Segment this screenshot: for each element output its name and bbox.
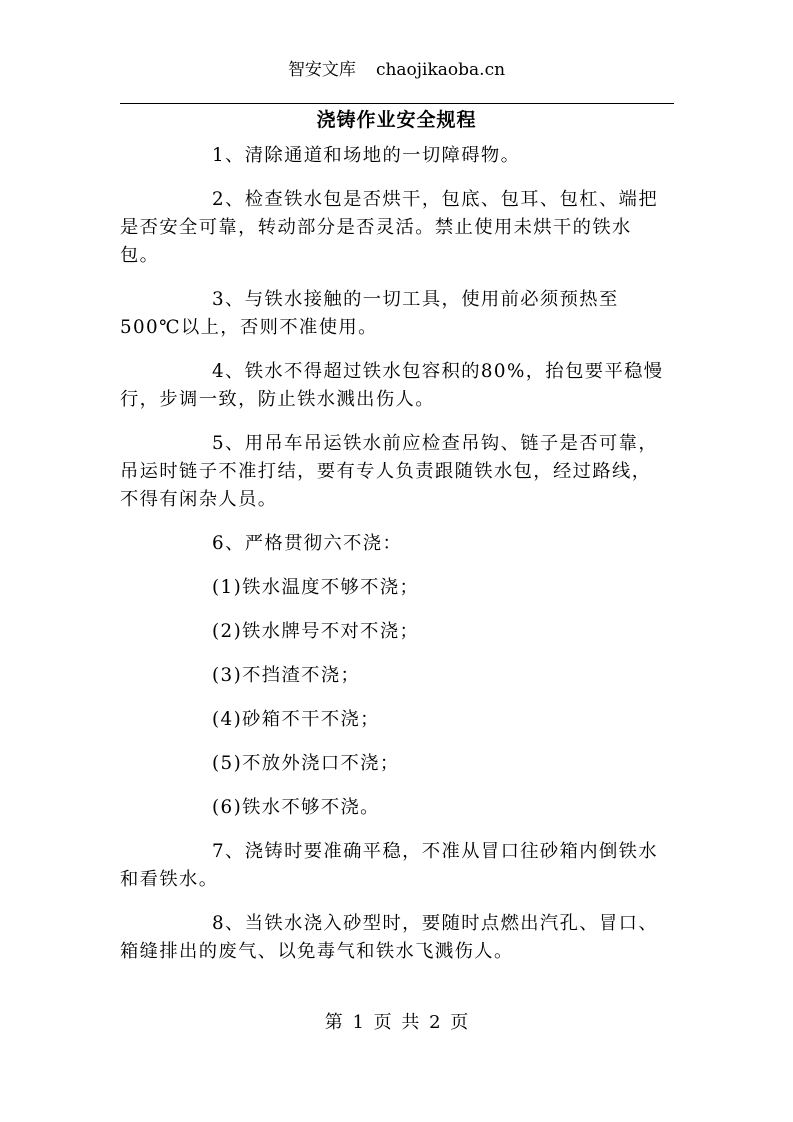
paragraph-7: 7、浇铸时要准确平稳，不准从冒口往砂箱内倒铁水和看铁水。 xyxy=(120,841,659,890)
paragraph-1: 1、清除通道和场地的一切障碍物。 xyxy=(212,145,521,166)
document-body xyxy=(120,142,664,982)
list-item-4: (4)砂箱不干不浇； xyxy=(212,709,380,730)
list-item-1: (1)铁水温度不够不浇； xyxy=(212,577,420,598)
document-title: 浇铸作业安全规程 xyxy=(316,109,477,131)
list-item-3: (3)不挡渣不浇； xyxy=(212,665,361,686)
paragraph-8: 8、当铁水浇入砂型时，要随时点燃出汽孔、冒口、箱缝排出的废气、以免毒气和铁水飞溅伤人。 xyxy=(120,913,659,962)
site-url: chaojikaoba.cn xyxy=(375,60,506,80)
page-header xyxy=(0,58,793,82)
list-item-5: (5)不放外浇口不浇； xyxy=(212,753,400,774)
paragraph-6: 6、严格贯彻六不浇： xyxy=(212,533,403,554)
paragraph-3: 3、与铁水接触的一切工具，使用前必须预热至500℃以上，否则不准使用。 xyxy=(120,289,619,338)
paragraph-2: 2、检查铁水包是否烘干，包底、包耳、包杠、端把是否安全可靠，转动部分是否灵活。禁止使用未烘干的铁水包。 xyxy=(120,189,659,266)
site-name: 智安文库 xyxy=(287,60,356,80)
list-item-6: (6)铁水不够不浇。 xyxy=(212,797,380,818)
page-number: 第 1 页 共 2 页 xyxy=(324,1012,469,1033)
list-item-2: (2)铁水牌号不对不浇； xyxy=(212,621,420,642)
paragraph-4: 4、铁水不得超过铁水包容积的80%，抬包要平稳慢行，步调一致，防止铁水溅出伤人。 xyxy=(120,361,664,410)
header-divider xyxy=(120,103,674,104)
paragraph-5: 5、用吊车吊运铁水前应检查吊钩、链子是否可靠，吊运时链子不准打结，要有专人负责跟随铁水包，经过路线，不得有闲杂人员。 xyxy=(120,433,659,510)
